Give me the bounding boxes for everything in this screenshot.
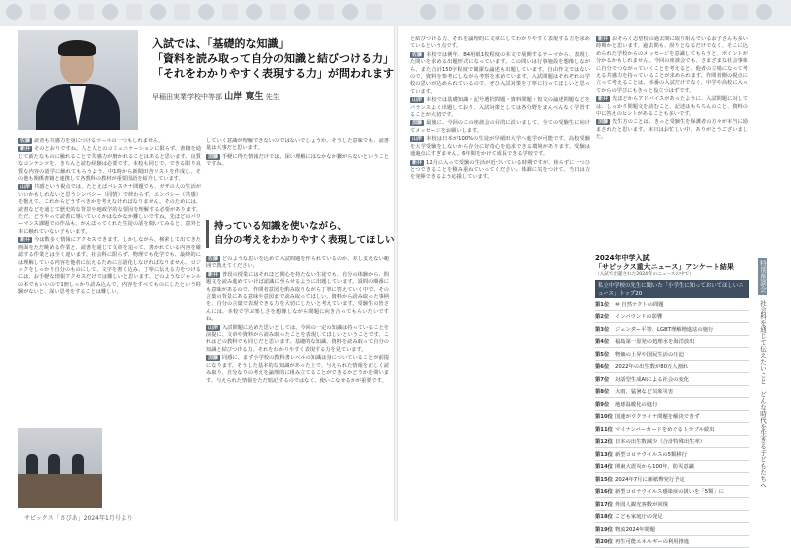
- article-column-2-top: [206, 138, 389, 214]
- ranking-position: 第5位: [595, 350, 615, 358]
- ranking-row: [595, 398, 749, 411]
- headline-line-3: 「それをわかりやすく表現する力」が問われます: [152, 66, 388, 81]
- subheading-line-2: 自分の考えをわかりやすく表現してほしい: [214, 234, 396, 248]
- ranking-row: [595, 348, 749, 361]
- article-paragraph: [206, 325, 389, 355]
- article-column-1-tail: [106, 428, 201, 508]
- discussion-photo: [18, 428, 102, 508]
- speaker-name: 山岸 寛生: [224, 92, 263, 102]
- ranking-item-text: 大雨、猛暑など気象災害: [615, 387, 749, 395]
- article-paragraph: [206, 154, 389, 169]
- ranking-row: [595, 473, 749, 486]
- ranking-item-text: こども家庭庁の発足: [615, 512, 749, 520]
- speaker-portrait: [18, 30, 138, 130]
- paragraph-text: 共感という視点では、たとえばパレスチナ問題でも、ガザの人の生活がいいかもしれないと思うシンパシー（同情）で終わらず、エンパシー（共感）を抱えて、これからどうすべきかを考えなければなりません。そのためには、読書などを通じて歴史的な背景や地政学的な要因を理解する必要があります。ただ、どうやって読書に導いていくかはなかなか難しいですね。先ほどのパワーマンス課題での作品も、がんばってくれた生徒の話を聞いてみると、意外と本に触れていない子もいます。: [18, 184, 201, 234]
- article-column-4: [596, 36, 748, 248]
- paragraph-text: そのとおりですね。人と人とのコミュニケーションに限らず、書籍を通じて新たなものに触れることで共感力が磨かれることはあると思います。良質なコンテンツを、きちんと読む経験は必要です。本校も同じで、できる限り良質な内容の語学に触れてもらうよう、中1時から新聞田舎リストを作成し、その他も関係書籍と連携して各教科の教材が重要国語を紹介しています。: [18, 146, 201, 182]
- speaker-tag: 山岸: [410, 97, 424, 103]
- article-paragraph: [206, 256, 389, 271]
- ranking-position: 第19位: [595, 525, 615, 533]
- speaker-tag: 加藤: [410, 120, 424, 126]
- ranking-item-text: インバウンドの影響: [615, 312, 749, 320]
- ranking-item-text: ジェンダー平等、LGBT理解増進法の施行: [615, 325, 749, 333]
- ranking-position: 第18位: [595, 512, 615, 520]
- ranking-title-2: 「サピックス重大ニュース」アンケート結果: [595, 263, 749, 272]
- article-paragraph: [410, 36, 590, 51]
- ranking-position: 第14位: [595, 462, 615, 470]
- ranking-row: [595, 361, 749, 374]
- paragraph-text: 最後に、今回のこの座談会の目的に沿いまして、全ての受験生に向けてメッセージをお願いします。: [410, 120, 590, 133]
- ranking-position: 第9位: [595, 400, 615, 408]
- ranking-item-text: 地球温暖化の進行: [615, 400, 749, 408]
- ranking-item-text: 2024年7月に新紙幣発行予定: [615, 475, 749, 483]
- ranking-title: 2024年中学入試: [595, 254, 749, 263]
- paragraph-text: 本校では基礎知識・記号選択問題・資料問題・短文の論述問題などをバランスよく出題しており、入試対策としては各分野をまんべんなく学習することが大切です。: [410, 97, 590, 118]
- speaker-tag: 佐藤: [410, 52, 424, 58]
- ranking-row: [595, 523, 749, 536]
- ranking-position: 第13位: [595, 450, 615, 458]
- paragraph-text: していく意識が理解できないのではないでしょうか。そうした意味でも、読書量は大事だと思います。: [206, 138, 389, 151]
- ranking-row: [595, 448, 749, 461]
- speaker-tag: 山岸: [206, 325, 220, 331]
- paragraph-text: 普段の授業にはそれほど関心を持たない生徒でも、自分の体験から、問題文を読み進めていけば認識に至らせるように出題しています。設問の順番にも意味があるので、作問者意図を酌み取りながら丁寧に答えていく中で、その言葉の背景にある意味や意図まで読み取ってほしい。資料から読み取った事柄を、自分の言葉で表現できる力を大切にしたいと考えています。受験生の皆さんには、本校で学ぶ楽しさを想像しながら問題に向き合ってもらいたいですね。: [206, 272, 389, 322]
- paragraph-text: 本校では例年、B4用紙1枚程度の本文で展開するテーマから、表現した問いを求める出題形式になっています。この問いは行事施設を想像しながら、また合計150字程度で簡潔な論述も出題しています。自由作文ではないので、資料を参考にしながら考察を求めています。入試問題はそれぞれの学校の思いが込められているので、ぜひ入試対策を丁寧に行ってほしいと思っています。: [410, 52, 590, 95]
- speaker-tag: 加藤: [206, 154, 220, 160]
- ranking-position: 第7位: [595, 375, 615, 383]
- ranking-position: 第2位: [595, 312, 615, 320]
- paragraph-text: 本校は日本が100%の生徒が早稲田大学へ進学が可能です。高校受験を大学受験をしないから存分に好奇心を追求できる環境があります。受験は通過点にすぎません。6年間をかけて成長できる学校です。: [410, 136, 590, 157]
- article-paragraph: [596, 36, 748, 95]
- section-caption: 社会科を通じて伝えたいこと どんな時代を生きる子どもたちへ: [759, 300, 767, 489]
- ranking-item-text: 新型コロナウイルス感染症の扱いを「5類」に: [615, 487, 749, 495]
- headline-line-2: 「資料を読み取って自分の知識と結びつける力」: [152, 51, 388, 66]
- headline-block: [152, 36, 388, 102]
- ranking-position: 第11位: [595, 425, 615, 433]
- ranking-item-text: 日本の出生数減少（合計特殊出生率）: [615, 437, 749, 445]
- speaker-tag: 新井: [410, 160, 424, 166]
- ranking-row: [595, 311, 749, 324]
- speaker-tag: 新井: [596, 36, 610, 42]
- speaker-tag: 加藤: [206, 355, 220, 361]
- ranking-position: 第12位: [595, 437, 615, 445]
- article-paragraph: [206, 355, 389, 385]
- speaker-tag: 加藤: [596, 119, 610, 125]
- article-paragraph: [18, 146, 201, 183]
- ranking-position: 第8位: [595, 387, 615, 395]
- page-gutter: [394, 26, 398, 521]
- ranking-position: 第10位: [595, 412, 615, 420]
- article-column-1: [18, 138, 201, 422]
- ranking-note: （入試で出題された2024年のニュースの中で）: [595, 272, 749, 278]
- ranking-row: [595, 373, 749, 386]
- speaker-tag: 新井: [596, 96, 610, 102]
- ranking-item-text: 福島第一原発の処理水を海洋放出: [615, 337, 749, 345]
- speaker-tag: 山岸: [18, 184, 32, 190]
- speaker-tag: 山岸: [410, 136, 424, 142]
- headline-line-1: 入試では、「基礎的な知識」: [152, 36, 388, 51]
- speaker-tag: 新井: [18, 146, 32, 152]
- ranking-position: 第20位: [595, 537, 615, 545]
- ranking-row: [595, 411, 749, 424]
- article-paragraph: [596, 119, 748, 141]
- article-paragraph: [410, 136, 590, 158]
- ranking-item-text: 関東大震災から100年、防災意識: [615, 462, 749, 470]
- ranking-row: [595, 323, 749, 336]
- paragraph-text: 手軽に得た情報だけでは、深い理解にはなかなか繋がらないということですね。: [206, 154, 389, 167]
- paragraph-text: 先生方のことは、きっと受験生を保護者の方々が本当に励まされたと思います。本日はお忙しい中、ありがとうございました。: [596, 119, 748, 140]
- vertical-section-label: [755, 258, 767, 488]
- ranking-row: [595, 436, 749, 449]
- article-paragraph: [410, 97, 590, 119]
- speaker-byline: [152, 89, 388, 102]
- ranking-item-text: 物流2024年問題: [615, 525, 749, 533]
- article-paragraph: [18, 237, 201, 296]
- ranking-row: [595, 336, 749, 349]
- ranking-row: [595, 298, 749, 311]
- ranking-row: [595, 386, 749, 399]
- ranking-row: [595, 423, 749, 436]
- ranking-item-text: 対話型生成AIによる社会の変化: [615, 375, 749, 383]
- article-paragraph: [410, 52, 590, 96]
- ranking-item-text: 外国人観光客数が回復: [615, 500, 749, 508]
- article-paragraph: [206, 272, 389, 324]
- paragraph-text: 同感に、まず小学校の教科書レベルの知識は身についていることが前提になります。そうした基本的な知識があった上で、与えられた情報を正しく読み取り、自分なりの考えを論理的に組み立てることができるかどうかを問います。与えられた情報をただ暗記するのではなく、使いこなせるかが重要です。: [206, 355, 389, 383]
- section-tag: 特別座談会: [758, 258, 767, 295]
- article-column-3: [410, 36, 590, 506]
- ranking-position: 第3位: [595, 325, 615, 333]
- paragraph-text: 入試問題に込めた思いとしては、今回の一定の知識は持っていることを前提に、文章や資料から読み取ったことを表現してほしいということです。これはどの教科でも同じだと思います。基礎的な知識、資料を読み取って自分の知識と結びつける力、それをわかりやすく表現する力を見ています。: [206, 325, 389, 353]
- article-column-2-bottom: [206, 256, 389, 506]
- ranking-item-text: 物価の上昇や国民生活の圧迫: [615, 350, 749, 358]
- article-paragraph: [206, 138, 389, 153]
- ranking-position: 第16位: [595, 487, 615, 495]
- ranking-row: [595, 536, 749, 548]
- ranking-position: 第17位: [595, 500, 615, 508]
- ranking-position: 第15位: [595, 475, 615, 483]
- ranking-row: [595, 498, 749, 511]
- article-paragraph: [18, 184, 201, 236]
- speaker-tag: 新井: [18, 237, 32, 243]
- speaker-tag: 佐藤: [18, 138, 32, 144]
- ranking-item-text: 2022年の出生数が80万人割れ: [615, 362, 749, 370]
- subheading-line-1: 持っている知識を使いながら、: [214, 220, 396, 234]
- ranking-item-text: 再生可能エネルギーの利用推進: [615, 537, 749, 545]
- article-paragraph: [410, 160, 590, 182]
- article-paragraph: [596, 96, 748, 118]
- section-subheading: [206, 220, 396, 248]
- ranking-position: 第4位: [595, 337, 615, 345]
- ranking-row: [595, 461, 749, 474]
- ranking-item-text: ⑩ 自然テクトの問題: [615, 300, 749, 308]
- speaker-tag: 新井: [206, 272, 220, 278]
- ranking-rows: [595, 298, 749, 548]
- paragraph-text: どのような思いを込めて入試問題を作られているのか、差し支えない範囲で教えてください。: [206, 256, 389, 269]
- paragraph-text: おそらく志望校の過去問に取り組んでいるお子さんも多い時期かと思います。過去問も、誤りとなるだけでなく、そこに込められた学校からのメッセージを意識してもらうと、ポイントが分かるかもしれません。今回の座談会でも、さまざまな社会事象に自分でつながっていくことを考えると、他者の立場になって考える共感力を持っていることが求められます。作問者側の視点に立って考えることは、本番の入試だけでなく、中学や高校に入ってからの学びにもきっと役立つはずです。: [596, 36, 748, 94]
- ranking-item-text: 新型コロナウイルスの5類移行: [615, 450, 749, 458]
- ranking-row: [595, 511, 749, 524]
- ranking-row: [595, 486, 749, 499]
- top-decorative-pattern: [0, 0, 791, 26]
- page-footer: サピックス「さぴあ」2024年1月号より: [24, 513, 133, 522]
- speaker-suffix: 先生: [266, 93, 280, 101]
- paragraph-text: 先ほどからアドバイスがあったように、入試問題に対しては、しっかり問題文を読むこと。記述はもちろんのこと、資料の中に答えのヒントがあることも多いです。: [596, 96, 748, 117]
- paragraph-text: 12月に入って受験の生活が近づいている時期ですが、焦らずに一つひとつできることを積み重ねていってください。体調に気をつけて、当日は力を発揮できるよう応援しています。: [410, 160, 590, 181]
- paragraph-text: と結びつける力、それを論理的に文章にしてわかりやすく表現する力を求めているという点です。: [410, 36, 590, 49]
- speaker-tag: 佐藤: [206, 256, 220, 262]
- ranking-position: 第6位: [595, 362, 615, 370]
- paragraph-text: 読者も共感力を身につけるツールの一つもしれません。: [34, 138, 164, 144]
- ranking-position: 第1位: [595, 300, 615, 308]
- speaker-affiliation: 早稲田実業学校中等部: [152, 93, 222, 101]
- ranking-item-text: マイナンバーカードをめぐるトラブル続出: [615, 425, 749, 433]
- article-paragraph: [18, 138, 201, 145]
- news-ranking-table: [595, 254, 749, 548]
- article-paragraph: [410, 120, 590, 135]
- paragraph-text: 今は数多く情報にアクセスできます。しかしながら、検索して出てきた画面をただ眺める作業と、読書を通じて文章を追って、書かれている内容を確認する作業とは全く違います。社会科に限らず、物理でも化学でも、最終的には理解している内容を他者に伝えるために言語化しなければなりません。ロジックをしっかり自分のものにして、文字を書く込み、丁寧に伝える力をつけるには、お手軽な情報アクセスだけでは難しいと思います。どのようなジャンルの本でもいいので1冊しっかり読み込んで、内容をすべてものにしたという経験がないと、深い思考をすることは難しい。: [18, 237, 201, 295]
- ranking-item-text: 国連がウクライナ問題を解決できず: [615, 412, 749, 420]
- ranking-header: 私立中学校の先生に聞いた「小学生に知っておいてほしいニュース」トップ20: [595, 280, 749, 298]
